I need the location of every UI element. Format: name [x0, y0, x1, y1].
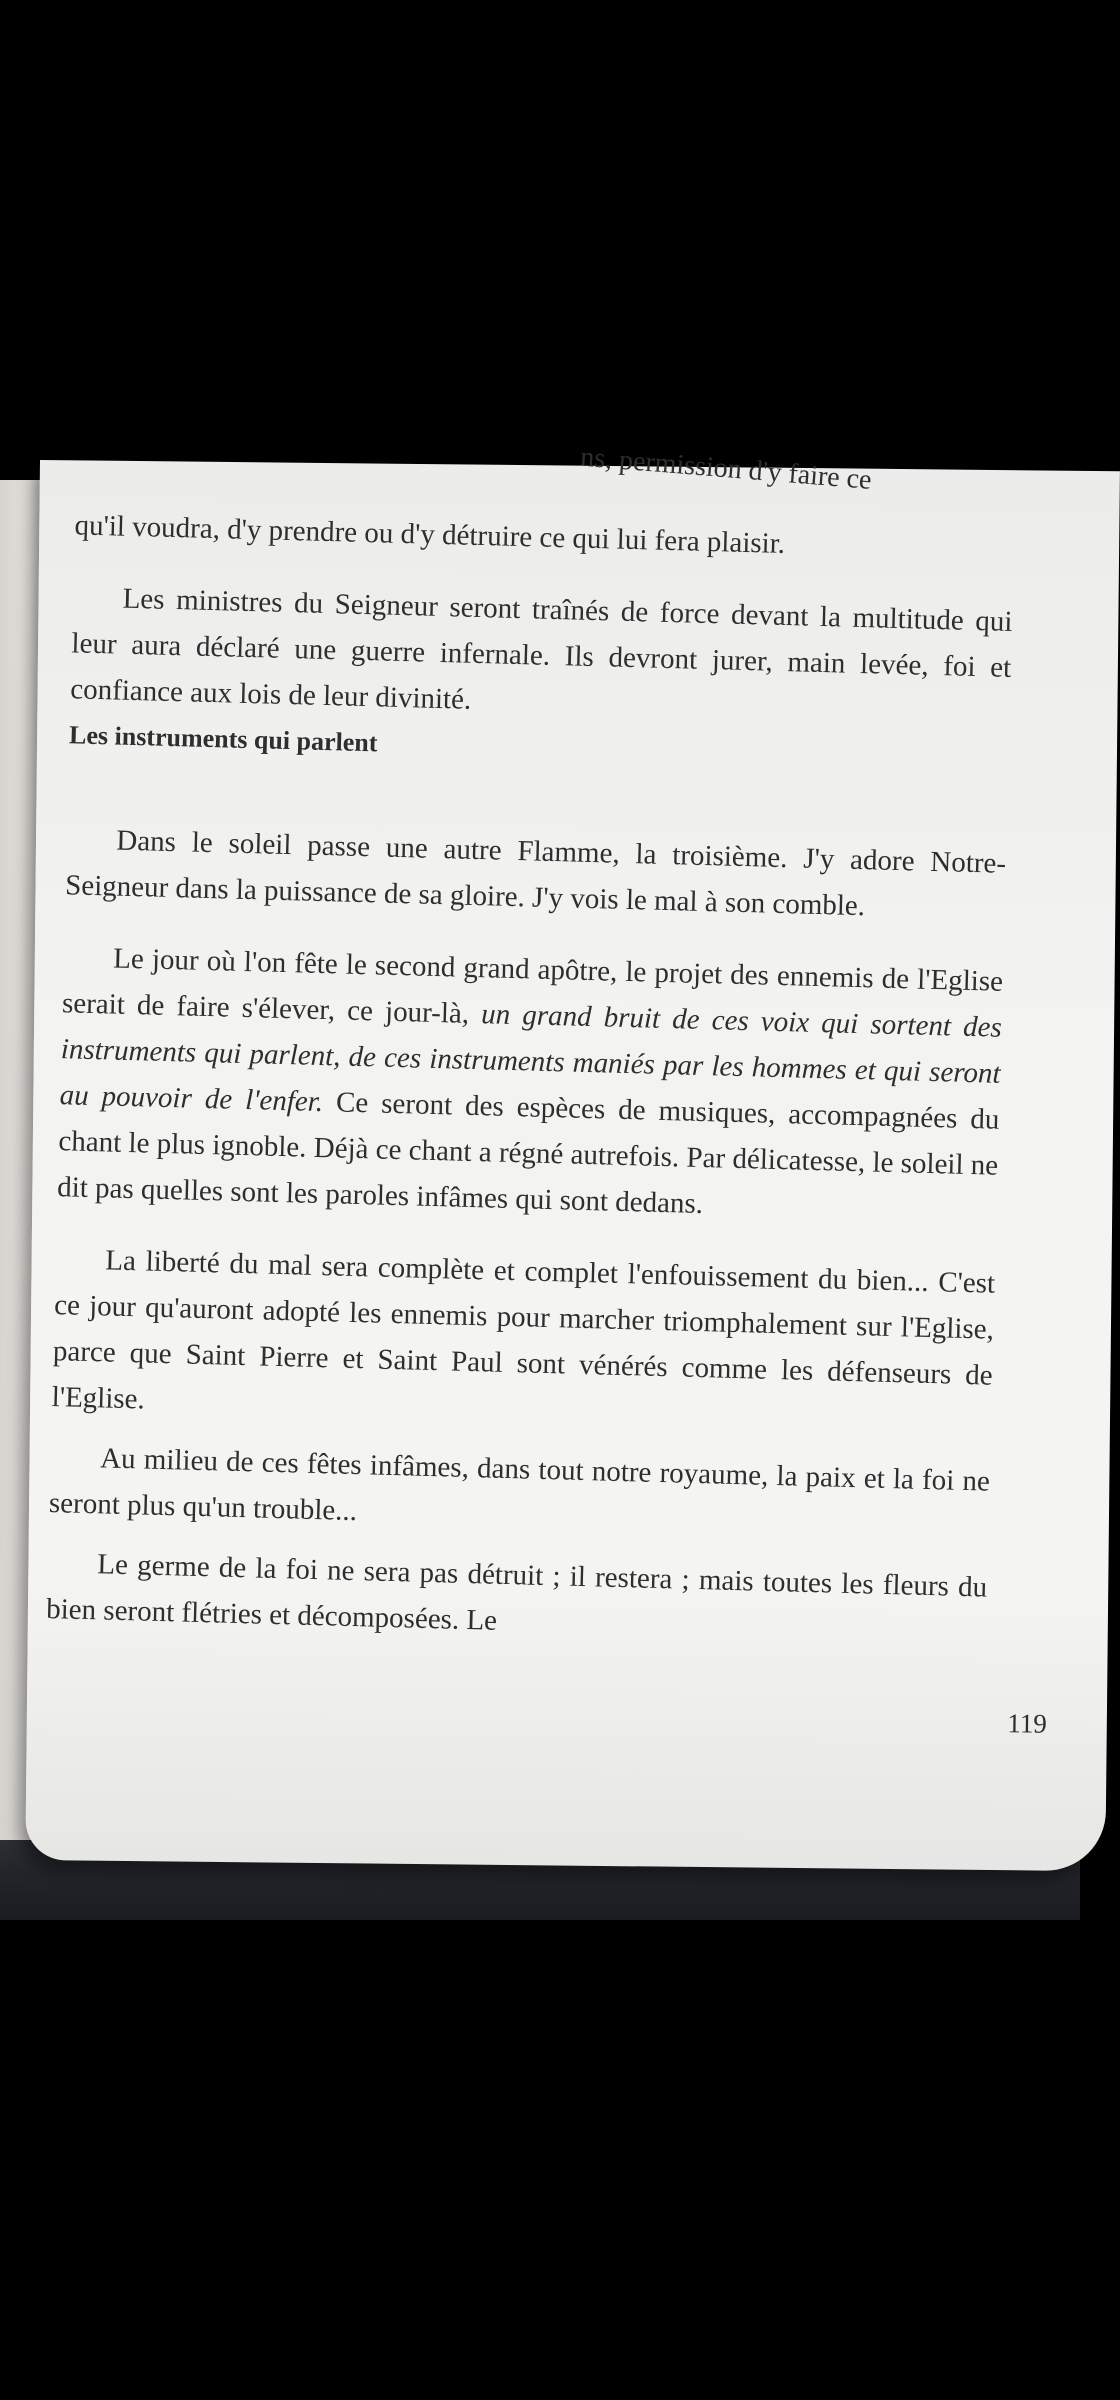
- paragraph-3-italic: un grand bruit de ces voix qui sortent des instruments qui parlent, de ces instruments maniés par les hommes et qui seront au pouvoir de l'enfer.: [59, 998, 1003, 1119]
- section-heading: Les instruments qui parlent: [68, 720, 378, 758]
- paragraph-4: La liberté du mal sera complète et complet l'enfouissement du bien... C'est ce jour qu'auront adopté les ennemis pour marcher triomphalement sur l'Eglise, parce que Saint Pierre et Saint Paul sont vénérés comme les défenseurs de l'Eglise.: [51, 1244, 996, 1416]
- paragraph-6: Le germe de la foi ne sera pas détruit ; il restera ; mais toutes les fleurs du bien seront flétries et décomposées. Le: [45, 1548, 988, 1637]
- paragraph-3: [57, 934, 1004, 1235]
- paragraph-3-end: Ce seront des espèces de musiques, accompagnées du chant le plus ignoble. Déjà ce chant a régné autrefois. Par délicatesse, le soleil ne dit pas quelles sont les paroles infâmes qui sont dedans.: [56, 1086, 1000, 1221]
- paragraph-0: qu'il voudra, d'y prendre ou d'y détruire ce qui lui fera plaisir.: [74, 509, 786, 560]
- cut-off-line-fragment: ns, permission d'y faire ce: [579, 441, 873, 496]
- book-page: [25, 441, 1120, 1871]
- book-page-photo: [0, 441, 1080, 1920]
- page-number: 119: [1007, 1708, 1047, 1739]
- paragraph-5: Au milieu de ces fêtes infâmes, dans tout notre royaume, la paix et la foi ne seront plus qu'un trouble...: [48, 1442, 991, 1528]
- paragraph-3-start: Le jour où l'on fête le second grand apôtre, le projet des ennemis de l'Eglise serait de faire s'élever, ce jour-là,: [61, 942, 1004, 1031]
- paragraph-2: Dans le soleil passe une autre Flamme, la troisième. J'y adore Notre-Seigneur dans la puissance de sa gloire. J'y vois le mal à son comble.: [64, 824, 1007, 923]
- paragraph-1: Les ministres du Seigneur seront traînés de force devant la multitude qui leur aura déclaré une guerre infernale. Ils devront jurer, main levée, foi et confiance aux lois de leur divinité.: [69, 582, 1013, 716]
- page-text: [46, 480, 1016, 1656]
